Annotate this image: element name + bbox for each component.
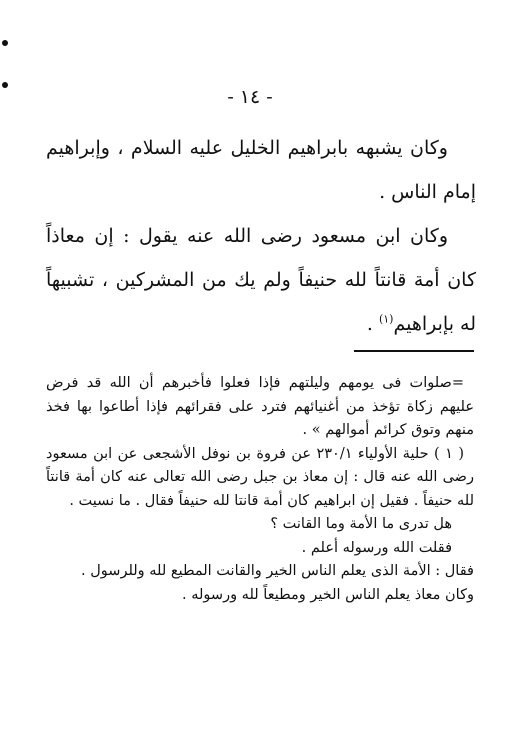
footnote-separator <box>354 350 474 352</box>
footnote-reference: (١) <box>378 312 394 326</box>
main-paragraph-2 <box>46 214 476 346</box>
dialogue-line: هل تدرى ما الأمة وما القانت ؟ <box>270 516 452 532</box>
main-paragraph-2-text: وكان ابن مسعود رضى الله عنه يقول : إن معاذاً كان أمة قانتاً لله حنيفاً ولم يك من المشركين ، تشبيهاً له بإبراهيم <box>46 225 476 335</box>
footnote-continuation: =صلوات فى يومهم وليلتهم فإذا فعلوا فأخبرهم أن الله قد فرض عليهم زكاة تؤخذ من أغنيائهم فترد على فقرائهم فإذا أطاعوا بها فخذ منهم وتوق كرائم أموالهم » . <box>46 375 474 438</box>
dialogue-line: فقال : الأمة الذى يعلم الناس الخير والقانت المطيع لله وللرسول . <box>81 563 474 579</box>
footnotes <box>46 372 474 607</box>
paragraph-end: . <box>366 313 379 335</box>
footnote-1: ( ١ ) حلية الأولياء ٢٣٠/١ عن فروة بن نوفل الأشجعى عن ابن مسعود رضى الله عنه قال : إن معاذ بن جبل رضى الله تعالى عنه كان أمة قانتاً لله حنيفاً . فقيل إن ابراهيم كان أمة قانتا لله حنيفاً فقال . ما نسيت . <box>46 445 474 509</box>
dialogue-line: وكان معاذ يعلم الناس الخير ومطيعاً لله ورسوله . <box>182 586 474 603</box>
dialogue-line: فقلت الله ورسوله أعلم . <box>301 539 452 556</box>
page-number: - ١٤ - <box>227 86 273 108</box>
margin-dot <box>2 40 8 46</box>
main-text <box>46 126 476 346</box>
main-paragraph-1: وكان يشبهه بابراهيم الخليل عليه السلام ، وإبراهيم إمام الناس . <box>46 137 476 203</box>
